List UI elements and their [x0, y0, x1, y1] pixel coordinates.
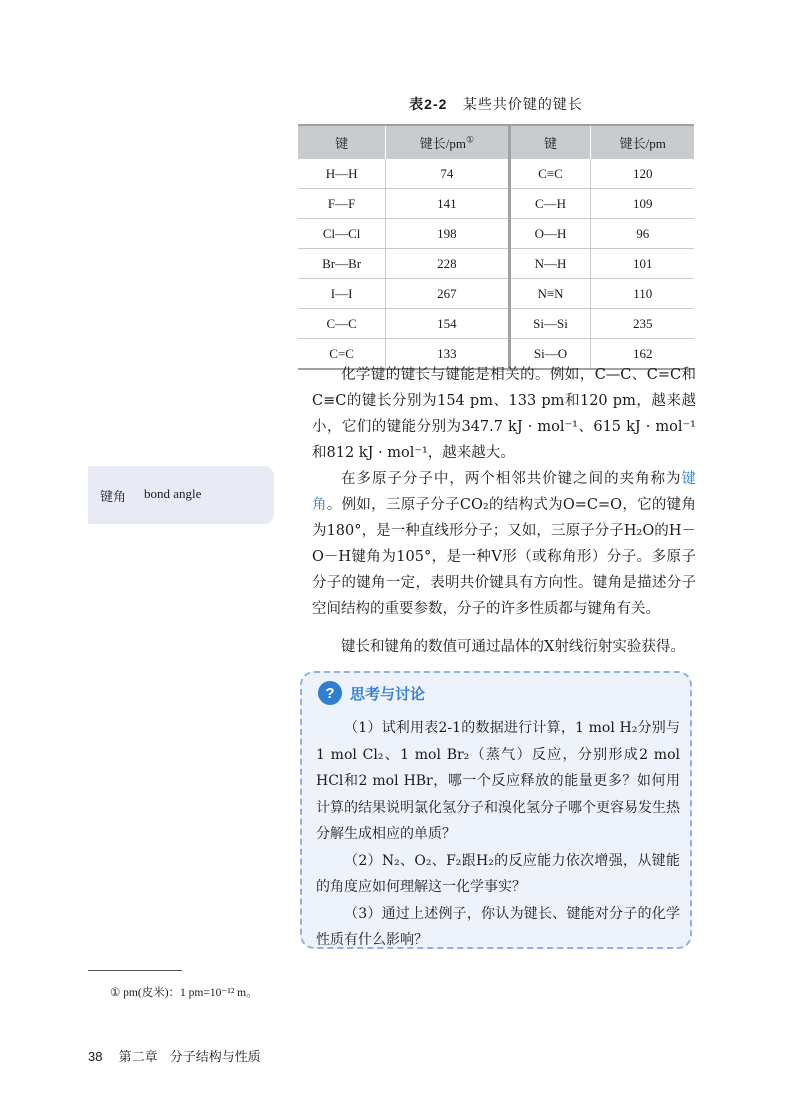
table-number: 表2-2	[409, 96, 448, 112]
body-paragraph-2: 在多原子分子中，两个相邻共价键之间的夹角称为键角。例如，三原子分子CO₂的结构式为O=C=O，它的键角为180°，是一种直线形分子；又如，三原子分子H₂O的H－O－H键角为105°，是一种V形（或称角形）分子。多原子分子的键角一定，表明共价键具有方向性。键角是描述分子空间结构的重要参数，分子的许多性质都与键角有关。	[312, 471, 697, 617]
bond-cell: Si—Si	[509, 309, 591, 339]
bond-cell: H—H	[298, 159, 386, 189]
sidebar-term-en: bond angle	[144, 486, 202, 501]
page-footer	[88, 1046, 261, 1065]
header-length-2: 键长/pm	[591, 125, 694, 159]
discussion-header	[318, 681, 425, 705]
bond-cell: I—I	[298, 279, 386, 309]
header-bond-1: 键	[298, 125, 386, 159]
length-cell: 162	[591, 339, 694, 370]
length-cell: 110	[591, 279, 694, 309]
glossary-term: 键角	[312, 471, 696, 513]
length-cell: 228	[386, 249, 509, 279]
glossary-sidebar	[88, 466, 274, 524]
discussion-box	[300, 671, 692, 949]
chapter-title: 分子结构与性质	[169, 1050, 261, 1065]
bond-cell: N≡N	[509, 279, 591, 309]
bond-cell: O—H	[509, 219, 591, 249]
length-cell: 235	[591, 309, 694, 339]
bond-cell: Cl—Cl	[298, 219, 386, 249]
page-number: 38	[88, 1049, 103, 1064]
length-cell: 154	[386, 309, 509, 339]
discussion-title: 思考与讨论	[350, 684, 426, 703]
footnote-marker: ①	[466, 134, 475, 145]
length-cell: 141	[386, 189, 509, 219]
bond-cell: C—H	[509, 189, 591, 219]
table-row	[298, 309, 694, 339]
chapter-label: 第二章	[118, 1050, 158, 1065]
table-header-row	[298, 125, 694, 159]
table-row	[298, 249, 694, 279]
bond-cell: Br—Br	[298, 249, 386, 279]
length-cell: 96	[591, 219, 694, 249]
bond-cell: C—C	[298, 309, 386, 339]
bond-cell: F—F	[298, 189, 386, 219]
bond-cell: Si—O	[509, 339, 591, 370]
length-cell: 198	[386, 219, 509, 249]
table-caption: 某些共价键的键长	[462, 97, 583, 113]
table-row	[298, 279, 694, 309]
header-bond-2: 键	[509, 125, 591, 159]
table-row	[298, 159, 694, 189]
bond-cell: C≡C	[509, 159, 591, 189]
body-paragraph-1: 化学键的键长与键能是相关的。例如，C—C、C=C和C≡C的键长分别为154 pm、133 pm和120 pm，越来越小，它们的键能分别为347.7 kJ · mol⁻¹、615 kJ · mol⁻¹和812 kJ · mol⁻¹，越来越大。	[312, 367, 696, 461]
length-cell: 74	[386, 159, 509, 189]
length-cell: 101	[591, 249, 694, 279]
length-cell: 267	[386, 279, 509, 309]
footnote-rule	[88, 970, 182, 971]
footnote: ① pm(皮米)：1 pm=10⁻¹² m。	[110, 987, 258, 999]
sidebar-term-zh: 键角	[100, 490, 127, 505]
body-paragraph-3: 键长和键角的数值可通过晶体的X射线衍射实验获得。	[341, 639, 685, 655]
table-row	[298, 189, 694, 219]
table-row	[298, 219, 694, 249]
question-1: （1）试利用表2-1的数据进行计算，1 mol H₂分别与1 mol Cl₂、1 mol Br₂（蒸气）反应，分别形成2 mol HCl和2 mol HBr，哪一个反应释放的能量更多？如何用计算的结果说明氯化氢分子和溴化氢分子哪个更容易发生热分解生成相应的单质？	[316, 720, 680, 842]
bond-length-table	[298, 124, 694, 370]
question-icon: ?	[318, 681, 342, 705]
header-length-1: 键长/pm①	[386, 125, 509, 159]
bond-cell: C=C	[298, 339, 386, 370]
length-cell: 120	[591, 159, 694, 189]
length-cell: 109	[591, 189, 694, 219]
length-cell: 133	[386, 339, 509, 370]
table-title	[298, 94, 694, 114]
discussion-body	[316, 715, 680, 954]
question-3: （3）通过上述例子，你认为键长、键能对分子的化学性质有什么影响？	[316, 905, 680, 948]
bond-cell: N—H	[509, 249, 591, 279]
question-2: （2）N₂、O₂、F₂跟H₂的反应能力依次增强，从键能的角度应如何理解这一化学事实？	[316, 852, 680, 895]
